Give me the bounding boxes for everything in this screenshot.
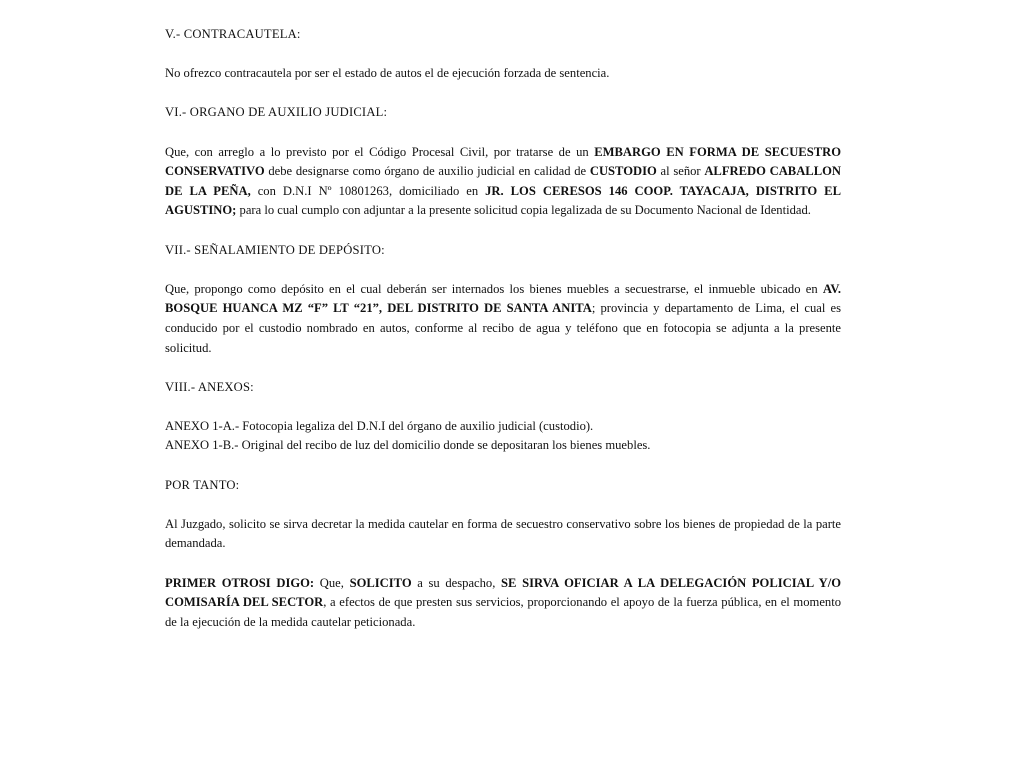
section-heading-organo: VI.- ORGANO DE AUXILIO JUDICIAL: bbox=[165, 105, 388, 120]
deposito-paragraph: Que, propongo como depósito en el cual deberán ser internados los bienes muebles a secuestrarse, el inmueble ubicado en AV. BOSQUE HUANCA MZ “F” LT “21”, DEL DISTRITO DE SANTA ANITA; provincia y departamento de Lima, el cual es conducido por el custodio nombrado en autos, conforme al recibo de agua y teléfono que en fotocopia se adjunta a la presente solicitud. bbox=[165, 281, 841, 355]
por-tanto-paragraph: Al Juzgado, solicito se sirva decretar la medida cautelar en forma de secuestro conservativo sobre los bienes de propiedad de la parte demandada. bbox=[165, 516, 841, 551]
section-heading-anexos: VIII.- ANEXOS: bbox=[165, 379, 254, 394]
section-heading-por-tanto: POR TANTO: bbox=[165, 477, 240, 492]
annex-1a: ANEXO 1-A.- Fotocopia legaliza del D.N.I del órgano de auxilio judicial (custodio). bbox=[165, 418, 594, 433]
otrosi-paragraph: PRIMER OTROSI DIGO: Que, SOLICITO a su despacho, SE SIRVA OFICIAR A LA DELEGACIÓN POLICIAL Y/O COMISARÍA DEL SECTOR, a efectos de que presten sus servicios, proporcionando el apoyo de la fuerza pública, en el momento de la ejecución de la medida cautelar peticionada. bbox=[165, 575, 842, 629]
contracautela-paragraph: No ofrezco contracautela por ser el estado de autos el de ejecución forzada de sentencia. bbox=[165, 66, 610, 81]
section-heading-contracautela: V.- CONTRACAUTELA: bbox=[165, 27, 301, 41]
document-body bbox=[165, 25, 841, 632]
organo-paragraph: Que, con arreglo a lo previsto por el Código Procesal Civil, por tratarse de un EMBARGO EN FORMA DE SECUESTRO CONSERVATIVO debe designarse como órgano de auxilio judicial en calidad de CUSTODIO al señor ALFREDO CABALLON DE LA PEÑA, con D.N.I Nº 10801263, domiciliado en JR. LOS CERESOS 146 COOP. TAYACAJA, DISTRITO EL AGUSTINO; para lo cual cumplo con adjuntar a la presente solicitud copia legalizada de su Documento Nacional de Identidad. bbox=[165, 144, 842, 218]
annex-1b: ANEXO 1-B.- Original del recibo de luz del domicilio donde se depositaran los bienes muebles. bbox=[165, 438, 651, 453]
section-heading-deposito: VII.- SEÑALAMIENTO DE DEPÓSITO: bbox=[165, 242, 385, 257]
